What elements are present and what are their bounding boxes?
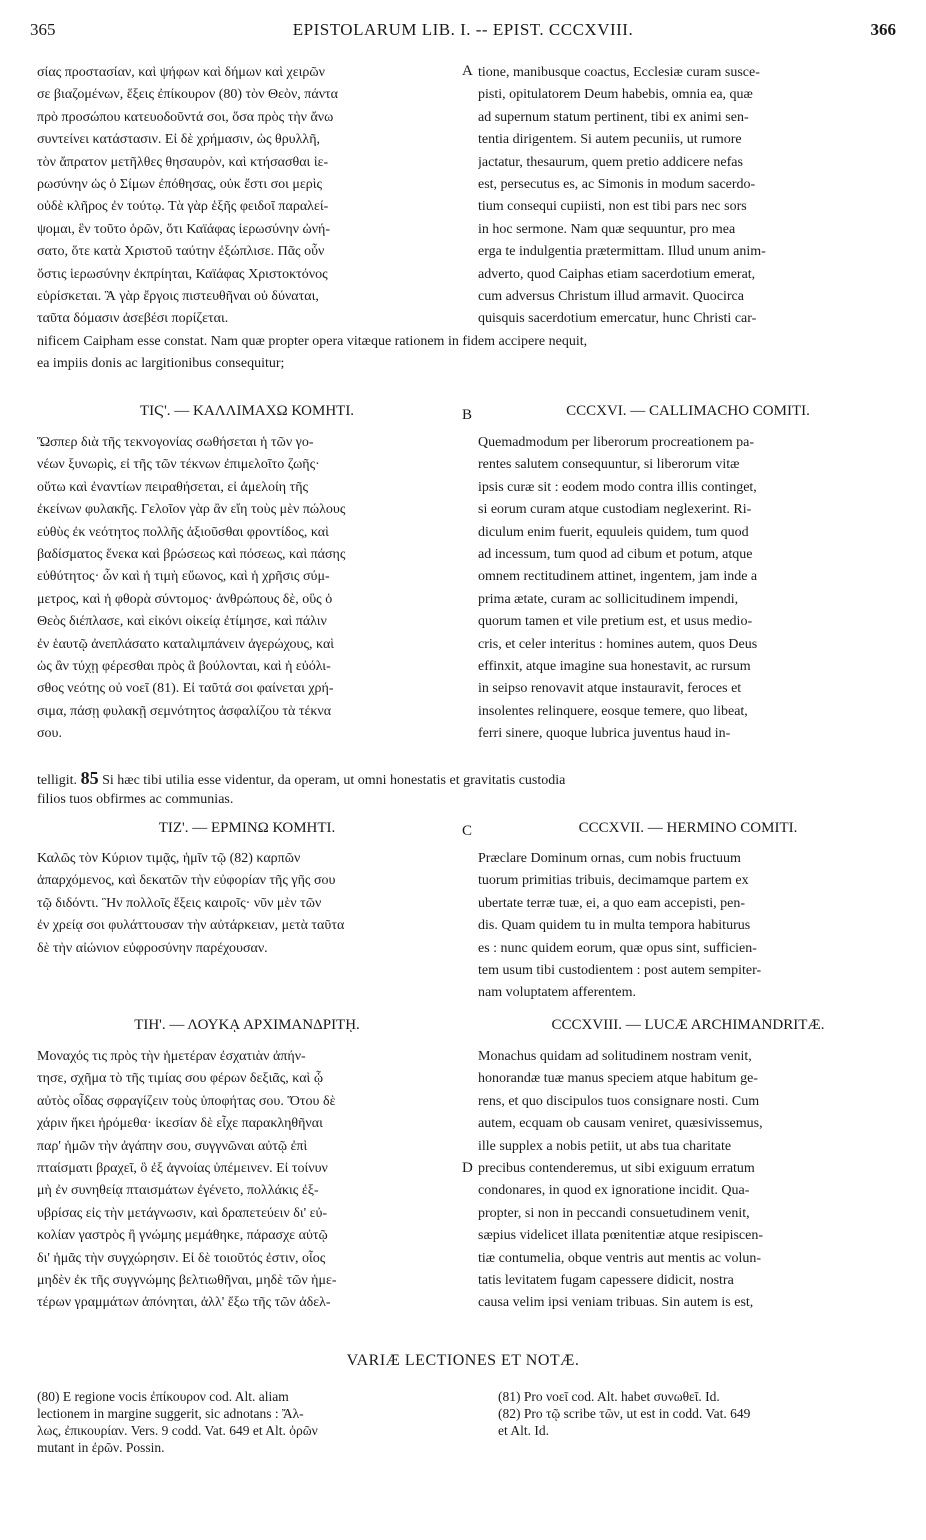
text-line: κολίαν γαστρὸς ἢ γνώμης μεμάθηκε, πάρασχε αὐτῷ — [37, 1228, 328, 1244]
text-line: erga te indulgentia prætermittam. Illud unum anim- — [478, 244, 766, 260]
text-line: ipsis curæ sit : eodem modo contra illis continget, — [478, 479, 757, 495]
text-line: (82) Pro τῷ scribe τῶν, ut est in codd. Vat. 649 — [498, 1406, 751, 1421]
text-line: Quemadmodum per liberorum procreationem pa- — [478, 435, 755, 450]
text-line: χάριν ἥκει ἠρόμεθα· ἱκεσίαν δὲ εἶχε παρακληθῆναι — [37, 1116, 323, 1132]
text-line: μετρος, καὶ ἡ φθορὰ σύντομος· ἀνθρώπους δὲ, οὓς ὁ — [37, 591, 333, 607]
text-line: μηδὲν ἐκ τῆς συγγνώμης βελτιωθῆναι, μηδὲ τῶν ἡμε- — [37, 1272, 337, 1288]
text-line: Monachus quidam ad solitudinem nostram venit, — [478, 1049, 752, 1064]
greek-letter-316 — [37, 432, 457, 745]
greek-column-continued — [37, 62, 457, 331]
page-number-left: 365 — [30, 20, 56, 39]
text-line: μὴ ἐν συνηθείᾳ πταισμάτων ἐγένετο, πολλάκις ἐξ- — [37, 1183, 319, 1199]
notes-right — [498, 1388, 898, 1439]
text-line: nificem Caipham esse constat. Nam quæ propter opera vitæque rationem in fidem accipere nequit, — [37, 334, 588, 349]
text-line: εὐθὺς ἐκ νεότητος πολλῆς ἀξιοῦσθαι φροντίδος, καὶ — [37, 524, 329, 540]
text-line: jactatur, thesaurum, quem pretio addicere nefas — [478, 154, 743, 170]
text-line: ille supplex a nobis petiit, ut abs tua charitate — [478, 1138, 732, 1154]
text-line: Καλῶς τὸν Κύριον τιμᾷς, ἡμῖν τῷ (82) καρπῶν — [37, 851, 301, 866]
text-line: pisti, opitulatorem Deum habebis, omnia ea, quæ — [478, 87, 753, 103]
text-line: tuorum primitias tribuis, decimamque partem ex — [478, 873, 749, 889]
notes-title: VARIÆ LECTIONES ET NOTÆ. — [346, 1352, 580, 1369]
text-line: quisquis sacerdotium emercatur, hunc Christi car- — [478, 311, 757, 327]
text-line: sæpius videlicet illata pœnitentiæ atque resipiscen- — [478, 1228, 763, 1244]
text-line: εὐθύτητος· ὧν καὶ ἡ τιμὴ εὔωνος, καὶ ἡ χρῆσις σύμ- — [37, 569, 330, 585]
text-line: (80) E regione vocis ἐπίκουρον cod. Alt. aliam — [37, 1389, 289, 1404]
text-line: ἀπαρχόμενος, καὶ δεκατῶν τὴν εὐφορίαν τῆς γῆς σου — [37, 873, 336, 889]
text-line: σιμα, πάσῃ φυλακῇ σεμνότητος ἀσφαλίζου τὰ τέκνα — [37, 703, 332, 719]
margin-marker-d: D — [462, 1160, 473, 1176]
text-line: ad supernum statum pertinent, tibi ex animi sen- — [478, 109, 749, 125]
text-line: νέων ξυνωρὶς, εἰ τῆς τῶν τέκνων ἐπιμελοῖτο ζωῆς· — [37, 457, 320, 473]
text-line: σθος νεότης οὐ νοεῖ (81). Εἰ ταῦτά σοι φαίνεται χρή- — [37, 681, 334, 697]
text-line: precibus contenderemus, ut sibi exiguum erratum — [478, 1160, 755, 1176]
text-line: es : nunc quidem eorum, quæ opus sint, sufficien- — [478, 940, 757, 956]
text-line: lectionem in margine suggerit, sic adnotans : Ἄλ- — [37, 1406, 304, 1421]
text-line: autem, ecquam ob causam veniret, quæsivissemus, — [478, 1116, 763, 1132]
text-line: υβρίσας εἰς τὴν μετάγνωσιν, καὶ δραπετεύειν δι' εὐ- — [37, 1205, 328, 1221]
greek-letter-317 — [37, 848, 457, 960]
text-line: εὑρίσκεται. Ἃ γὰρ ἔργοις πιστευθῆναι οὐ δύναται, — [37, 288, 319, 304]
text-line: παρ' ἡμῶν τὴν ἀγάπην σου, συγγνῶναι αὐτῷ ἐπὶ — [37, 1138, 308, 1154]
text-line: Præclare Dominum ornas, cum nobis fructuum — [478, 851, 741, 866]
text-line: δὲ τὴν αἰώνιον εὐφροσύνην παρέχουσαν. — [37, 940, 268, 956]
text-line: ρωσύνην ὡς ὁ Σίμων ἐπόθησας, οὐκ ἔστι σοι μερὶς — [37, 176, 323, 192]
text-line: adverto, quod Caiphas etiam sacerdotium emerat, — [478, 266, 756, 282]
latin-letter-heading-316: CCCXVI. — CALLIMACHO COMITI. — [566, 403, 810, 419]
page-number-right: 366 — [870, 20, 896, 39]
text-line: tentia dirigentem. Si autem pecuniis, ut rumore — [478, 132, 742, 148]
text-line: οὐδὲ κλῆρος ἐν τούτῳ. Τὰ γὰρ ἑξῆς φειδοῖ παραλεί- — [37, 199, 329, 215]
text-line: est, persecutus es, ac Simonis in modum sacerdo- — [478, 176, 756, 192]
text-line: ad incessum, tum quod ad cibum et potum, atque — [478, 546, 753, 562]
text-line: ἐν ἑαυτῷ ἀνεπλάσατο καταλιμπάνειν ἀγερώχους, καὶ — [37, 636, 335, 652]
text-line: prima ætate, curam ac sollicitudinem impendi, — [478, 591, 739, 607]
text-line: συντείνει κατάστασιν. Εἰ δὲ χρήμασιν, ὡς θρυλλῆ, — [37, 132, 321, 148]
text-line: αὐτὸς οἶδας σφραγίζειν τοὺς ὑποφήτας σου. Ὅτου δὲ — [37, 1093, 336, 1109]
text-line: mutant in ἐρῶν. Possin. — [37, 1440, 165, 1455]
latin-fullwidth-316 — [37, 767, 895, 812]
text-line: omnem rectitudinem attinet, ingentem, jam inde a — [478, 569, 758, 585]
text-line: tione, manibusque coactus, Ecclesiæ curam susce- — [478, 65, 760, 80]
text-line: ferri sinere, quoque lubrica juventus haud in- — [478, 726, 731, 742]
greek-letter-heading-317: ΤΙΖ'. — ΕΡΜΙΝΩ ΚΟΜΗΤΙ. — [158, 820, 336, 836]
text-line: πρὸ προσώπου κατευοδοῦντά σοι, ὅσα πρὸς τὴν ἄνω — [37, 109, 334, 125]
text-line: τέρων γραμμάτων ἀπόνηται, ἀλλ' ἔξω τῆς τῶν ἀδελ- — [37, 1295, 331, 1311]
text-line: τῷ διδόντι. Ἣν πολλοῖς ἕξεις καιροῖς· νῦν μὲν τῶν — [37, 895, 322, 911]
latin-letter-316 — [478, 432, 898, 745]
text-line: honorandæ tuæ manus speciem atque habitum ge- — [478, 1071, 758, 1087]
text-line: ψομαι, ἓν τοῦτο ὁρῶν, ὅτι Καϊάφας ἱερωσύνην ὠνή- — [37, 221, 331, 237]
latin-letter-heading-317: CCCXVII. — HERMINO COMITI. — [578, 820, 798, 836]
margin-marker-b: B — [462, 407, 473, 423]
latin-letter-heading-318: CCCXVIII. — LUCÆ ARCHIMANDRITÆ. — [551, 1017, 825, 1033]
column-number: 85 — [80, 768, 99, 788]
text-line: et Alt. Id. — [498, 1423, 549, 1438]
text-line: filios tuos obfirmes ac communias. — [37, 792, 234, 808]
latin-letter-317 — [478, 848, 898, 1005]
text-line: (81) Pro νοεῖ cod. Alt. habet συνωθεῖ. Id. — [498, 1389, 720, 1404]
text-line: nam voluptatem afferentem. — [478, 985, 636, 1001]
running-head — [30, 20, 896, 46]
text-line: ὅστις ἱερωσύνην ἐκπρίηται, Καϊάφας Χριστοκτόνος — [37, 266, 328, 282]
text-line: σατο, ὅτε κατὰ Χριστοῦ ταύτην ἐξώπλισε. Πᾶς οὖν — [37, 244, 325, 260]
text-line: quorum tamen et vile pretium est, et usus medio- — [478, 614, 753, 630]
text-line: tatis levitatem fugam capessere didicit, nostra — [478, 1272, 734, 1288]
margin-marker-c: C — [462, 823, 473, 839]
text-line: in seipso renovavit atque instauravit, feroces et — [478, 681, 742, 697]
text-line: Θεὸς διέπλασε, καὶ εἰκόνι οἰκείᾳ ἐτίμησε, καὶ πάλιν — [37, 614, 327, 630]
text-rest: Si hæc tibi utilia esse videntur, da operam, ut omni honestatis et gravitatis custodia — [102, 773, 566, 788]
latin-column-continued — [478, 62, 898, 331]
text-line: cris, et celer interitus : homines autem, quos Deus — [478, 636, 758, 652]
latin-letter-318 — [478, 1046, 898, 1315]
text-line: diculum enim fuerit, equuleis quidem, tum quod — [478, 524, 749, 540]
text-line: ea impiis donis ac largitionibus consequitur; — [37, 356, 285, 372]
running-title: EPISTOLARUM LIB. I. -- EPIST. CCCXVIII. — [292, 20, 634, 39]
text-line: τησε, σχῆμα τὸ τῆς τιμίας σου φέρων δεξιᾶς, καὶ ᾧ — [37, 1071, 324, 1087]
greek-letter-318 — [37, 1046, 457, 1315]
greek-letter-heading-316: ΤΙϚ'. — ΚΑΛΛΙΜΑΧΩ ΚΟΜΗΤΙ. — [139, 403, 355, 419]
text-line: ταῦτα δόμασιν ἀσεβέσι πορίζεται. — [37, 311, 229, 327]
text-line: rentes salutem consequuntur, si liberorum vitæ — [478, 457, 740, 473]
text-line: tiæ contumelia, obque ventris aut mentis ac volun- — [478, 1250, 762, 1266]
text-line: insolentes relinquere, eosque temere, quo libeat, — [478, 703, 748, 719]
text-line: Μοναχός τις πρὸς τὴν ἡμετέραν ἐσχατιὰν ἀπήν- — [37, 1049, 306, 1064]
text-line: ubertate terræ tuæ, ei, a quo eam accepisti, pen- — [478, 895, 746, 911]
text-line: Ὥσπερ διὰ τῆς τεκνογονίας σωθήσεται ἡ τῶν γο- — [37, 435, 314, 450]
text-line: λως, ἐπικουρίαν. Vers. 9 codd. Vat. 649 et Alt. ὁρῶν — [37, 1423, 318, 1438]
text-line: βαδίσματος ἕνεκα καὶ βρώσεως καὶ πόσεως, καὶ πάσης — [37, 546, 346, 562]
notes-left — [37, 1388, 457, 1456]
text-line: effinxit, atque imagine sua honestavit, ac rursum — [478, 658, 751, 674]
text-prefix: telligit. — [37, 773, 78, 788]
greek-letter-heading-318: ΤΙΗ'. — ΛΟΥΚᾼ ΑΡΧΙΜΑΝΔΡΙΤῌ. — [134, 1017, 360, 1033]
text-line: tem usum tibi custodientem : post autem sempiter- — [478, 962, 762, 978]
text-line: propter, si non in peccandi consuetudinem venit, — [478, 1205, 750, 1221]
text-line: σε βιαζομένων, ἕξεις ἐπίκουρον (80) τὸν Θεὸν, πάντα — [37, 87, 338, 103]
text-line: causa velim ipsi veniam tribuas. Sin autem is est, — [478, 1295, 754, 1311]
text-line: tium consequi cupiisti, non est tibi pars nec sors — [478, 199, 747, 215]
text-line: dis. Quam quidem tu in multa tempora habiturus — [478, 918, 751, 934]
margin-marker-a: A — [462, 63, 473, 79]
text-line: condonares, in quod ex ignoratione incidit. Qua- — [478, 1183, 750, 1199]
latin-fullwidth-continuation — [37, 331, 895, 376]
text-line: σου. — [37, 726, 62, 742]
text-line: si eorum curam atque custodiam neglexerint. Ri- — [478, 502, 752, 518]
text-line: τὸν ἄπρατον μετῆλθες θησαυρὸν, καὶ κτήσασθαι ἱε- — [37, 154, 329, 170]
text-line: in hoc sermone. Nam quæ sequuntur, pro mea — [478, 221, 736, 237]
text-line: οὕτω καὶ ἐναντίων πειραθήσεται, εἰ ἀμελοίη τῆς — [37, 479, 309, 495]
text-line: πταίσματι βραχεῖ, ὃ ἐξ ἀγνοίας ὑπέμεινεν. Εἰ τοίνυν — [37, 1160, 328, 1176]
text-line: δι' ἡμᾶς τὴν συγχώρησιν. Εἰ δὲ τοιοῦτός ἐστιν, οἷος — [37, 1250, 326, 1266]
text-line: rens, et quo discipulos tuos consignare nosti. Cum — [478, 1093, 760, 1109]
text-line: cum adversus Christum illud armavit. Quocirca — [478, 288, 744, 304]
text-line: σίας προστασίαν, καὶ ψήφων καὶ δήμων καὶ χειρῶν — [37, 65, 325, 80]
text-line: ὡς ἂν τύχῃ φέρεσθαι πρὸς ἃ βούλονται, καὶ ἡ εὐόλι- — [37, 658, 331, 674]
text-line: ἐκείνων φυλακῆς. Γελοῖον γὰρ ἂν εἴη τοὺς μὲν πώλους — [37, 502, 346, 518]
text-line: ἐν χρείᾳ σοι φυλάττουσαν τὴν αὐτάρκειαν, μετὰ ταῦτα — [37, 918, 345, 934]
